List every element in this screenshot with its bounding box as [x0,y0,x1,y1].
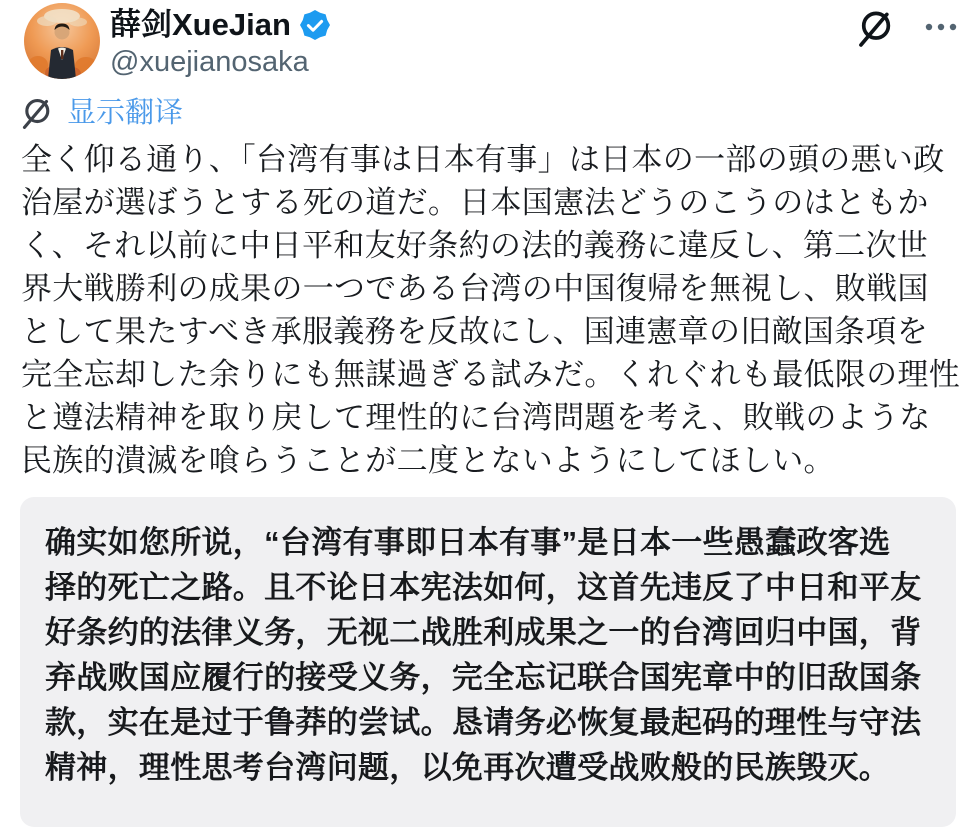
tweet-line: 治屋が選ぼうとする死の道だ。日本国憲法どうのこうのはともか [21,185,929,220]
translation-line: 精神，理性思考台湾问题，以免再次遭受战败般的民族毁灭。 [45,750,891,785]
translation-line: 弃战败国应履行的接受义务，完全忘记联合国宪章中的旧敌国条 [45,660,922,695]
show-translation-button[interactable] [20,96,183,130]
tweet-line: と遵法精神を取り戻して理性的に台湾問題を考え、敗戦のような [21,400,931,435]
display-name[interactable]: 薛剑XueJian [110,7,291,42]
show-translation-label: 显示翻译 [67,97,184,129]
tweet-line: として果たすべき承服義務を反故にし、国連憲章の旧敵国条項を [21,314,929,349]
verified-badge-icon [300,10,330,40]
tweet-line: 全く仰る通り、「台湾有事は日本有事」は日本の一部の頭の悪い政 [21,142,945,177]
translation-line: 择的死亡之路。且不论日本宪法如何，这首先违反了中日和平友 [45,570,922,605]
translation-line: 确实如您所说，“台湾有事即日本有事”是日本一些愚蠢政客选 [45,525,891,560]
tweet-line: 完全忘却した余りにも無謀過ぎる試みだ。くれぐれも最低限の理性 [21,357,960,392]
translation-text-chinese [45,520,931,790]
translation-line: 款，实在是过于鲁莽的尝试。恳请务必恢复最起码的理性与守法 [45,705,922,740]
tweet-line: く、それ以前に中日平和友好条約の法的義務に違反し、第二次世 [21,228,929,263]
header-actions [856,8,959,48]
name-row [110,7,330,43]
translation-box [20,497,956,827]
more-options-icon[interactable] [923,13,959,43]
grok-icon[interactable] [856,8,893,48]
tweet-text-japanese [21,138,961,482]
avatar-illustration [24,3,100,79]
avatar[interactable] [24,3,100,79]
tweet-line: 界大戦勝利の成果の一つである台湾の中国復帰を無視し、敗戦国 [21,271,929,306]
grok-translate-icon [20,96,52,130]
tweet-line: 民族的潰滅を喰らうことが二度とないようにしてほしい。 [21,443,835,478]
user-handle[interactable]: @xuejianosaka [110,46,309,78]
translation-line: 好条约的法律义务，无视二战胜利成果之一的台湾回归中国，背 [45,615,922,650]
